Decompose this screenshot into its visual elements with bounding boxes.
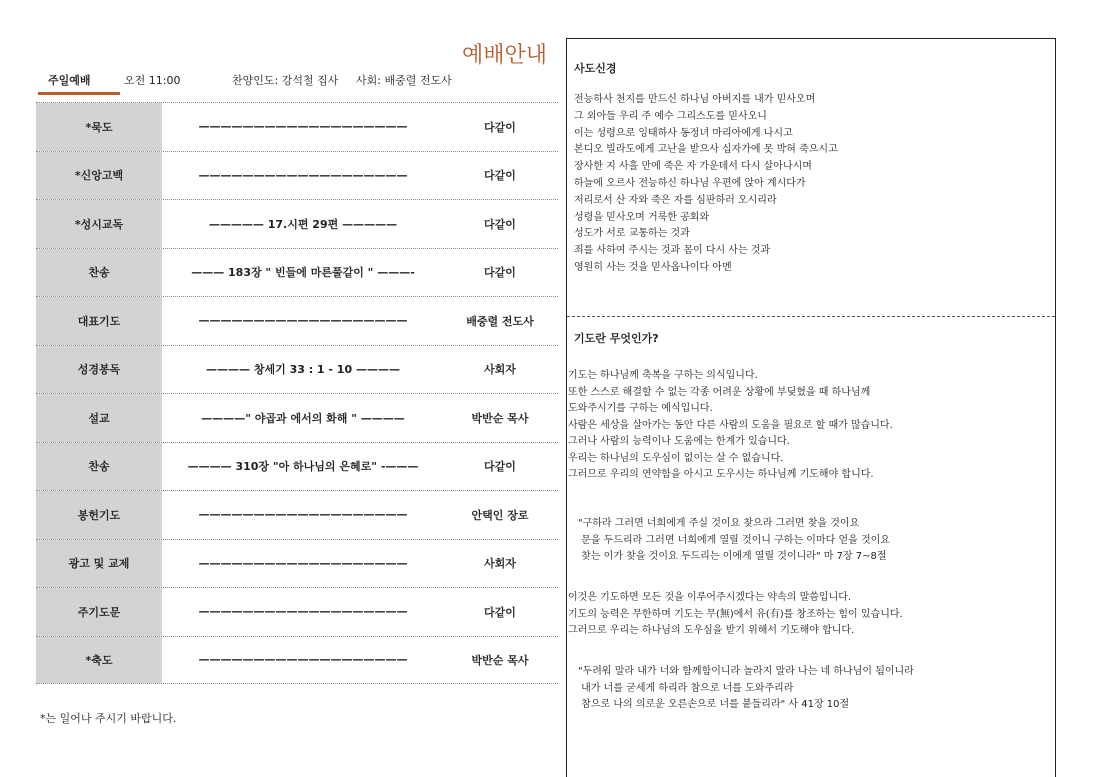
prayer-paragraph: 기도는 하나님께 축복을 구하는 의식입니다. 또한 스스로 해결할 수 없는 각종 어려운 상황에 부딪혔을 때 하나님께 도와주시기를 구하는 예식입니다. 사람은 세상을 살아가는 동안 다른 사람의 도움을 필요로 할 때가 많습니다. 그러나 사람의 능력이나 도움에는 한계가 있습니다. 우리는 하나님의 도우심이 없이는 살 수 없습니다. 그러므로 우리의 연약함을 아시고 도우시는 하나님께 기도해야 합니다.: [568, 370, 893, 480]
order-label: *신앙고백: [36, 152, 162, 200]
order-label: 성경봉독: [36, 346, 162, 394]
standing-note: *는 일어나 주시기 바랍니다.: [40, 712, 177, 725]
prayer-paragraph: 이것은 기도하면 모든 것을 이루어주시겠다는 약속의 말씀입니다. 기도의 능력은 무한하며 기도는 무(無)에서 유(有)를 창조하는 힘이 있습니다. 그러므로 우리는 하나님의 도우심을 받기 위해서 기도해야 합니다.: [568, 592, 903, 636]
scripture-quote: "두려워 말라 내가 너와 함께함이니라 놀라지 말라 나는 네 하나님이 됨이니라 내가 너를 굳세게 하리라 참으로 너를 도와주리라 참으로 나의 의로운 오른손으로 너를 붙들리라" 사 41장 10절: [578, 666, 914, 710]
order-label: 찬송: [36, 443, 162, 491]
order-person: 다같이: [484, 605, 516, 619]
order-content: ———————————————————: [198, 653, 408, 667]
order-label: 봉헌기도: [36, 491, 162, 539]
order-person: 배중렬 전도사: [466, 314, 534, 328]
order-person: 사회자: [484, 363, 516, 377]
order-content: ———— 310장 "아 하나님의 은혜로" -———: [187, 460, 419, 474]
order-person: 박반순 목사: [471, 653, 529, 667]
order-content: ———————————————————: [198, 168, 408, 182]
order-content: ———————————————————: [198, 120, 408, 134]
order-person: 다같이: [484, 217, 516, 231]
header-underline: [38, 92, 120, 95]
order-label: *축도: [36, 637, 162, 684]
order-content: ————— 17.시편 29편 —————: [208, 217, 398, 231]
prayer-title: 기도란 무엇인가?: [574, 332, 659, 345]
creed-text: 전능하사 천지를 만드신 하나님 아버지를 내가 믿사오며 그 외아들 우리 주 예수 그리스도를 믿사오니 이는 성령으로 잉태하사 동정녀 마리아에게 나시고 본디오 빌라도에게 고난을 받으사 십자가에 못 박혀 죽으시고 장사한 지 사흘 만에 죽은 자 가운데서 다시 살아나시며 하늘에 오르사 전능하신 하나님 우편에 앉아 계시다가 저리로서 산 자와 죽은 자를 심판하러 오시리라 성령을 믿사오며 거룩한 공회와 성도가 서로 교통하는 것과 죄를 사하여 주시는 것과 몸이 다시 사는 것과 영원히 사는 것을 믿사옵나이다 아멘: [574, 94, 838, 273]
order-label: 찬송: [36, 249, 162, 297]
order-row: [36, 490, 558, 539]
order-row: [36, 102, 558, 151]
order-person: 다같이: [484, 120, 516, 134]
order-content: ———— 창세기 33 : 1 - 10 ————: [206, 363, 400, 377]
order-content: ————" 야곱과 에서의 화해 " ————: [201, 411, 405, 425]
order-row: [36, 151, 558, 200]
order-person: 다같이: [484, 266, 516, 280]
order-person: 박반순 목사: [471, 411, 529, 425]
order-label: 주기도문: [36, 588, 162, 636]
order-row: [36, 539, 558, 588]
order-row: [36, 442, 558, 491]
order-content: ———————————————————: [198, 508, 408, 522]
order-content: ——— 183장 " 빈들에 마른풀같이 " ———-: [191, 266, 415, 280]
order-row: [36, 199, 558, 248]
order-content: ———————————————————: [198, 314, 408, 328]
worship-leader: 찬양인도: 강석철 집사: [232, 74, 339, 87]
order-row: [36, 296, 558, 345]
service-time: 오전 11:00: [124, 74, 181, 87]
order-label: *성시교독: [36, 200, 162, 248]
order-label: 설교: [36, 394, 162, 442]
creed-title: 사도신경: [574, 62, 617, 75]
order-content: ———————————————————: [198, 556, 408, 570]
scripture-quote: "구하라 그러면 너희에게 주실 것이요 찾으라 그러면 찾을 것이요 문을 두드리라 그러면 너희에게 열릴 것이니 구하는 이마다 얻을 것이요 찾는 이가 찾을 것이요 두드리는 이에게 열릴 것이니라" 마 7장 7~8절: [578, 518, 890, 562]
order-row: [36, 393, 558, 442]
order-person: 사회자: [484, 557, 516, 571]
order-row: [36, 248, 558, 297]
order-row: [36, 636, 558, 685]
order-label: 대표기도: [36, 297, 162, 345]
order-person: 다같이: [484, 460, 516, 474]
order-label: *묵도: [36, 103, 162, 151]
order-content: ———————————————————: [198, 605, 408, 619]
order-person: 안택인 장로: [471, 508, 529, 522]
order-row: [36, 345, 558, 394]
section-divider: [567, 316, 1055, 317]
order-row: [36, 587, 558, 636]
service-header: [36, 72, 558, 94]
order-label: 광고 및 교제: [36, 540, 162, 588]
order-of-worship: [36, 102, 558, 684]
page-title: 예배안내: [462, 43, 548, 68]
service-name: 주일예배: [48, 74, 91, 87]
service-host: 사회: 배중렬 전도사: [356, 74, 452, 87]
order-person: 다같이: [484, 169, 516, 183]
